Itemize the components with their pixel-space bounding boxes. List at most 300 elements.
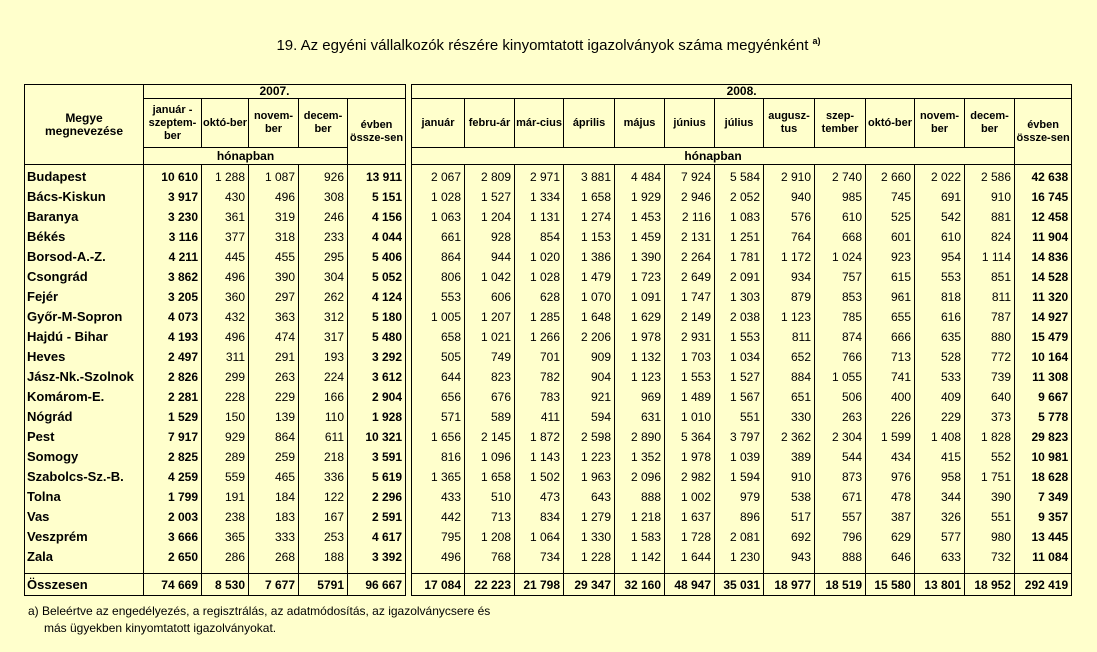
value-cell: 745: [866, 187, 915, 207]
value-cell: 2 131: [665, 227, 715, 247]
value-cell: 139: [249, 407, 299, 427]
value-cell: 1 365: [412, 467, 465, 487]
value-cell: 1 728: [665, 527, 715, 547]
value-cell: 884: [764, 367, 815, 387]
value-cell: 734: [515, 547, 564, 567]
value-cell: 1 063: [412, 207, 465, 227]
month-header-2008: novem-ber: [915, 99, 965, 148]
value-cell: 1 021: [465, 327, 515, 347]
value-cell: 749: [465, 347, 515, 367]
table-row: [25, 507, 1072, 527]
value-cell: 233: [299, 227, 348, 247]
value-cell: 1 334: [515, 187, 564, 207]
value-cell: 1 230: [715, 547, 764, 567]
table-row: [25, 165, 1072, 188]
value-cell: 666: [866, 327, 915, 347]
value-cell: 1 223: [564, 447, 615, 467]
value-cell: 318: [249, 227, 299, 247]
value-cell: 226: [866, 407, 915, 427]
value-cell: 1 172: [764, 247, 815, 267]
total-cell: 18 519: [815, 574, 866, 596]
value-cell: 1 251: [715, 227, 764, 247]
value-cell: 299: [202, 367, 249, 387]
value-cell: 326: [915, 507, 965, 527]
value-cell: 611: [299, 427, 348, 447]
value-cell: 3 917: [144, 187, 202, 207]
table-row: [25, 247, 1072, 267]
value-cell: 2 931: [665, 327, 715, 347]
value-cell: 633: [915, 547, 965, 567]
value-cell: 312: [299, 307, 348, 327]
page-title: [0, 36, 1097, 54]
value-cell: 1 266: [515, 327, 564, 347]
value-cell: 1 529: [144, 407, 202, 427]
value-cell: 834: [515, 507, 564, 527]
value-cell: 496: [249, 187, 299, 207]
value-cell: 442: [412, 507, 465, 527]
value-cell: 739: [965, 367, 1015, 387]
value-cell: 430: [202, 187, 249, 207]
value-cell: 2 809: [465, 165, 515, 188]
year-total-cell: 15 479: [1015, 327, 1072, 347]
value-cell: 692: [764, 527, 815, 547]
value-cell: 2 022: [915, 165, 965, 188]
value-cell: 969: [615, 387, 665, 407]
value-cell: 361: [202, 207, 249, 227]
value-cell: 188: [299, 547, 348, 567]
county-name: Jász-Nk.-Szolnok: [25, 367, 144, 387]
value-cell: 167: [299, 507, 348, 527]
footnote-line-2: más ügyekben kinyomtatott igazolványokat.: [44, 621, 277, 635]
table-row: [25, 207, 1072, 227]
table-row: [25, 307, 1072, 327]
county-name: Baranya: [25, 207, 144, 227]
table-row: [25, 547, 1072, 567]
year-total-cell: 4 044: [348, 227, 406, 247]
value-cell: 1 747: [665, 287, 715, 307]
title-text: 19. Az egyéni vállalkozók részére kinyomtatott igazolványok száma megyénként: [276, 37, 809, 54]
value-cell: 2 650: [144, 547, 202, 567]
value-cell: 263: [249, 367, 299, 387]
footnote-line-1: a) Beleértve az engedélyezés, a regisztrálás, az adatmódosítás, az igazolványcsere és: [28, 604, 491, 618]
value-cell: 1 070: [564, 287, 615, 307]
month-header-2008: április: [564, 99, 615, 148]
value-cell: 606: [465, 287, 515, 307]
value-cell: 785: [815, 307, 866, 327]
value-cell: 816: [412, 447, 465, 467]
value-cell: 344: [915, 487, 965, 507]
value-cell: 764: [764, 227, 815, 247]
total-cell: 15 580: [866, 574, 915, 596]
value-cell: 2 910: [764, 165, 815, 188]
month-header-2007: októ-ber: [202, 99, 249, 148]
value-cell: 1 963: [564, 467, 615, 487]
value-cell: 4 484: [615, 165, 665, 188]
table-row: [25, 487, 1072, 507]
value-cell: 668: [815, 227, 866, 247]
value-cell: 772: [965, 347, 1015, 367]
total-cell: 13 801: [915, 574, 965, 596]
value-cell: 671: [815, 487, 866, 507]
value-cell: 1 028: [412, 187, 465, 207]
total-cell: 35 031: [715, 574, 764, 596]
value-cell: 1 781: [715, 247, 764, 267]
value-cell: 1 658: [465, 467, 515, 487]
value-cell: 553: [412, 287, 465, 307]
value-cell: 643: [564, 487, 615, 507]
table-row: [25, 347, 1072, 367]
value-cell: 432: [202, 307, 249, 327]
value-cell: 1 648: [564, 307, 615, 327]
value-cell: 373: [965, 407, 1015, 427]
value-cell: 2 598: [564, 427, 615, 447]
value-cell: 510: [465, 487, 515, 507]
value-cell: 506: [815, 387, 866, 407]
value-cell: 538: [764, 487, 815, 507]
value-cell: 336: [299, 467, 348, 487]
value-cell: 1 408: [915, 427, 965, 447]
month-header-2008: már-cius: [515, 99, 564, 148]
value-cell: 551: [715, 407, 764, 427]
value-cell: 478: [866, 487, 915, 507]
value-cell: 330: [764, 407, 815, 427]
value-cell: 360: [202, 287, 249, 307]
value-cell: 2 145: [465, 427, 515, 447]
month-header-2008: május: [615, 99, 665, 148]
table-row: [25, 527, 1072, 547]
value-cell: 854: [515, 227, 564, 247]
value-cell: 5 364: [665, 427, 715, 447]
value-cell: 505: [412, 347, 465, 367]
value-cell: 811: [764, 327, 815, 347]
value-cell: 934: [764, 267, 815, 287]
value-cell: 1 096: [465, 447, 515, 467]
county-name: Nógrád: [25, 407, 144, 427]
value-cell: 246: [299, 207, 348, 227]
value-cell: 259: [249, 447, 299, 467]
value-cell: 1 723: [615, 267, 665, 287]
value-cell: 1 132: [615, 347, 665, 367]
value-cell: 646: [866, 547, 915, 567]
value-cell: 954: [915, 247, 965, 267]
county-name: Szabolcs-Sz.-B.: [25, 467, 144, 487]
value-cell: 651: [764, 387, 815, 407]
value-cell: 1 274: [564, 207, 615, 227]
value-cell: 577: [915, 527, 965, 547]
value-cell: 4 259: [144, 467, 202, 487]
value-cell: 979: [715, 487, 764, 507]
month-header-2008: június: [665, 99, 715, 148]
value-cell: 896: [715, 507, 764, 527]
year-total-cell: 2 296: [348, 487, 406, 507]
table-row: [25, 267, 1072, 287]
value-cell: 434: [866, 447, 915, 467]
value-cell: 1 386: [564, 247, 615, 267]
value-cell: 10 610: [144, 165, 202, 188]
year-total-cell: 5 151: [348, 187, 406, 207]
value-cell: 7 924: [665, 165, 715, 188]
year-total-cell: 14 927: [1015, 307, 1072, 327]
value-cell: 2 649: [665, 267, 715, 287]
county-name: Somogy: [25, 447, 144, 467]
value-cell: 732: [965, 547, 1015, 567]
value-cell: 150: [202, 407, 249, 427]
value-cell: 928: [465, 227, 515, 247]
value-cell: 851: [965, 267, 1015, 287]
value-cell: 1 751: [965, 467, 1015, 487]
value-cell: 183: [249, 507, 299, 527]
value-cell: 880: [965, 327, 1015, 347]
value-cell: 818: [915, 287, 965, 307]
year-total-cell: 5 480: [348, 327, 406, 347]
value-cell: 1 703: [665, 347, 715, 367]
value-cell: 363: [249, 307, 299, 327]
year-total-cell: 7 349: [1015, 487, 1072, 507]
value-cell: 1 087: [249, 165, 299, 188]
year-total-cell: 4 156: [348, 207, 406, 227]
county-name: Fejér: [25, 287, 144, 307]
value-cell: 2 038: [715, 307, 764, 327]
year-total-cell: 42 638: [1015, 165, 1072, 188]
value-cell: 958: [915, 467, 965, 487]
value-cell: 166: [299, 387, 348, 407]
value-cell: 796: [815, 527, 866, 547]
table-row: [25, 467, 1072, 487]
value-cell: 2 003: [144, 507, 202, 527]
value-cell: 1 228: [564, 547, 615, 567]
value-cell: 229: [915, 407, 965, 427]
total-cell: 18 952: [965, 574, 1015, 596]
value-cell: 741: [866, 367, 915, 387]
value-cell: 2 971: [515, 165, 564, 188]
value-cell: 304: [299, 267, 348, 287]
value-cell: 3 230: [144, 207, 202, 227]
value-cell: 445: [202, 247, 249, 267]
value-cell: 610: [815, 207, 866, 227]
value-cell: 1 583: [615, 527, 665, 547]
value-cell: 4 211: [144, 247, 202, 267]
value-cell: 1 083: [715, 207, 764, 227]
value-cell: 629: [866, 527, 915, 547]
value-cell: 713: [866, 347, 915, 367]
value-cell: 676: [465, 387, 515, 407]
year-total-cell: 5 180: [348, 307, 406, 327]
title-footnote-mark: a): [812, 36, 821, 46]
value-cell: 944: [465, 247, 515, 267]
value-cell: 193: [299, 347, 348, 367]
value-cell: 655: [866, 307, 915, 327]
value-cell: 551: [965, 507, 1015, 527]
year-total-cell: 9 357: [1015, 507, 1072, 527]
value-cell: 1 594: [715, 467, 764, 487]
value-cell: 921: [564, 387, 615, 407]
value-cell: 1 131: [515, 207, 564, 227]
value-cell: 768: [465, 547, 515, 567]
year-total-cell: 18 628: [1015, 467, 1072, 487]
value-cell: 1 479: [564, 267, 615, 287]
year-total-cell: 13 445: [1015, 527, 1072, 547]
value-cell: 1 153: [564, 227, 615, 247]
value-cell: 224: [299, 367, 348, 387]
value-cell: 552: [965, 447, 1015, 467]
county-name: Budapest: [25, 165, 144, 188]
value-cell: 557: [815, 507, 866, 527]
value-cell: 2 081: [715, 527, 764, 547]
value-cell: 2 946: [665, 187, 715, 207]
value-cell: 1 459: [615, 227, 665, 247]
value-cell: 2 264: [665, 247, 715, 267]
total-cell: 32 160: [615, 574, 665, 596]
value-cell: 496: [412, 547, 465, 567]
value-cell: 1 978: [615, 327, 665, 347]
value-cell: 110: [299, 407, 348, 427]
value-cell: 1 527: [715, 367, 764, 387]
year-total-cell: 13 911: [348, 165, 406, 188]
value-cell: 433: [412, 487, 465, 507]
value-cell: 1 042: [465, 267, 515, 287]
value-cell: 904: [564, 367, 615, 387]
value-cell: 980: [965, 527, 1015, 547]
value-cell: 824: [965, 227, 1015, 247]
month-header-2008: szep-tember: [815, 99, 866, 148]
value-cell: 1 629: [615, 307, 665, 327]
value-cell: 1 142: [615, 547, 665, 567]
table-row: [25, 187, 1072, 207]
value-cell: 823: [465, 367, 515, 387]
value-cell: 873: [815, 467, 866, 487]
value-cell: 2 660: [866, 165, 915, 188]
value-cell: 943: [764, 547, 815, 567]
value-cell: 4 073: [144, 307, 202, 327]
value-cell: 1 978: [665, 447, 715, 467]
value-cell: 652: [764, 347, 815, 367]
value-cell: 881: [965, 207, 1015, 227]
total-label: Összesen: [25, 574, 144, 596]
table-row: [25, 427, 1072, 447]
total-cell: 292 419: [1015, 574, 1072, 596]
value-cell: 2 825: [144, 447, 202, 467]
value-cell: 553: [915, 267, 965, 287]
value-cell: 976: [866, 467, 915, 487]
value-cell: 3 116: [144, 227, 202, 247]
value-cell: 1 599: [866, 427, 915, 447]
value-cell: 713: [465, 507, 515, 527]
table-row: [25, 367, 1072, 387]
total-cell: 17 084: [412, 574, 465, 596]
value-cell: 317: [299, 327, 348, 347]
total-2007-header: évben össze-sen: [348, 99, 406, 165]
value-cell: 874: [815, 327, 866, 347]
month-header-2008: febru-ár: [465, 99, 515, 148]
value-cell: 525: [866, 207, 915, 227]
value-cell: 616: [915, 307, 965, 327]
total-cell: 22 223: [465, 574, 515, 596]
year-total-cell: 3 612: [348, 367, 406, 387]
value-cell: 1 799: [144, 487, 202, 507]
value-cell: 576: [764, 207, 815, 227]
value-cell: 1 123: [764, 307, 815, 327]
value-cell: 888: [615, 487, 665, 507]
value-cell: 589: [465, 407, 515, 427]
value-cell: 400: [866, 387, 915, 407]
county-name: Borsod-A.-Z.: [25, 247, 144, 267]
value-cell: 2 497: [144, 347, 202, 367]
value-cell: 311: [202, 347, 249, 367]
value-cell: 879: [764, 287, 815, 307]
value-cell: 218: [299, 447, 348, 467]
value-cell: 1 039: [715, 447, 764, 467]
value-cell: 2 982: [665, 467, 715, 487]
value-cell: 985: [815, 187, 866, 207]
year-total-cell: 1 928: [348, 407, 406, 427]
value-cell: 5 584: [715, 165, 764, 188]
value-cell: 387: [866, 507, 915, 527]
total-cell: 5791: [299, 574, 348, 596]
value-cell: 517: [764, 507, 815, 527]
value-cell: 806: [412, 267, 465, 287]
honapban-2007: hónapban: [144, 148, 348, 165]
value-cell: 1 637: [665, 507, 715, 527]
table-row: [25, 287, 1072, 307]
year-total-cell: 4 617: [348, 527, 406, 547]
year-2007-header: 2007.: [144, 85, 406, 99]
value-cell: 961: [866, 287, 915, 307]
value-cell: 1 330: [564, 527, 615, 547]
value-cell: 1 207: [465, 307, 515, 327]
value-cell: 594: [564, 407, 615, 427]
value-cell: 853: [815, 287, 866, 307]
value-cell: 377: [202, 227, 249, 247]
value-cell: 1 055: [815, 367, 866, 387]
year-total-cell: 3 591: [348, 447, 406, 467]
value-cell: 1 288: [202, 165, 249, 188]
value-cell: 2 067: [412, 165, 465, 188]
year-2008-header: 2008.: [412, 85, 1072, 99]
value-cell: 1 091: [615, 287, 665, 307]
value-cell: 1 502: [515, 467, 564, 487]
value-cell: 1 303: [715, 287, 764, 307]
value-cell: 2 091: [715, 267, 764, 287]
month-header-2008: január: [412, 99, 465, 148]
month-header-2008: decem-ber: [965, 99, 1015, 148]
value-cell: 559: [202, 467, 249, 487]
value-cell: 644: [412, 367, 465, 387]
value-cell: 1 285: [515, 307, 564, 327]
value-cell: 389: [764, 447, 815, 467]
year-total-cell: 2 904: [348, 387, 406, 407]
value-cell: 910: [764, 467, 815, 487]
value-cell: 229: [249, 387, 299, 407]
value-cell: 268: [249, 547, 299, 567]
year-total-cell: 10 321: [348, 427, 406, 447]
value-cell: 295: [299, 247, 348, 267]
value-cell: 658: [412, 327, 465, 347]
value-cell: 631: [615, 407, 665, 427]
total-cell: 21 798: [515, 574, 564, 596]
value-cell: 615: [866, 267, 915, 287]
value-cell: 1 352: [615, 447, 665, 467]
year-total-cell: 11 084: [1015, 547, 1072, 567]
value-cell: 1 453: [615, 207, 665, 227]
value-cell: 308: [299, 187, 348, 207]
value-cell: 1 929: [615, 187, 665, 207]
month-header-2008: július: [715, 99, 764, 148]
county-name: Győr-M-Sopron: [25, 307, 144, 327]
value-cell: 864: [412, 247, 465, 267]
value-cell: 661: [412, 227, 465, 247]
total-cell: 74 669: [144, 574, 202, 596]
value-cell: 473: [515, 487, 564, 507]
